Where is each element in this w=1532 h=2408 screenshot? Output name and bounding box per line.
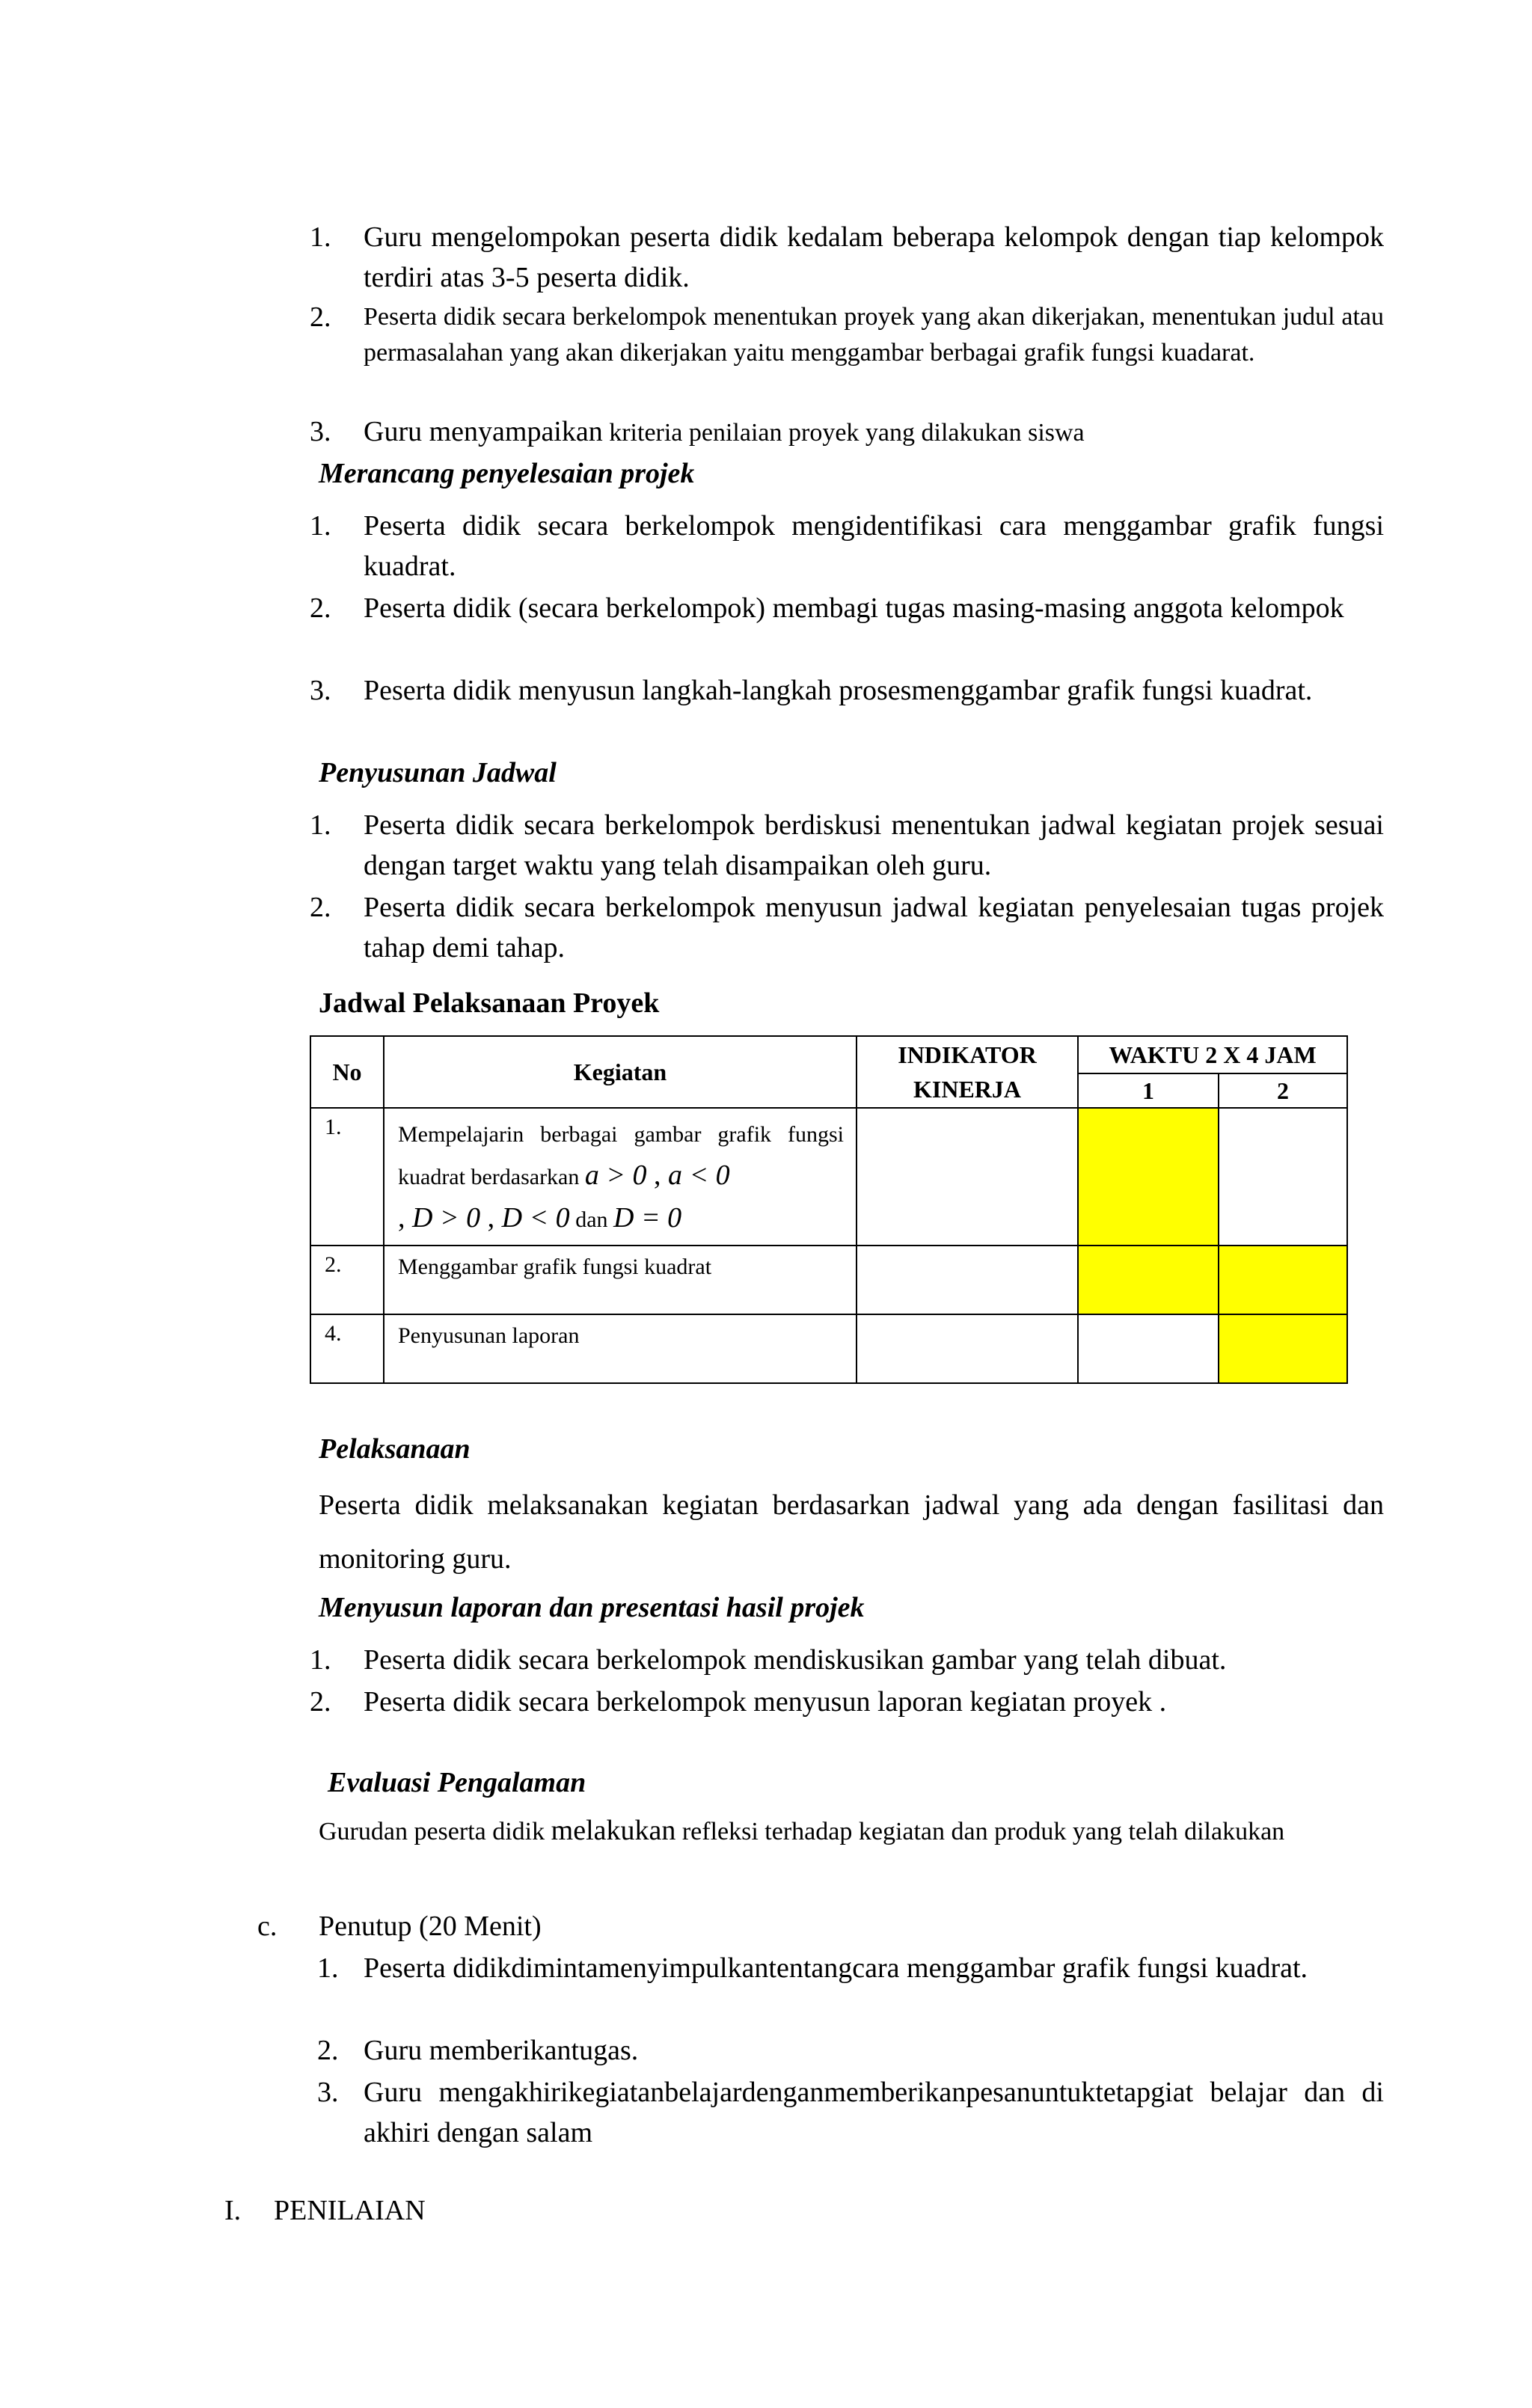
list-item bbox=[310, 1640, 1384, 1682]
math-sep: , bbox=[646, 1159, 669, 1191]
header-waktu-2: 2 bbox=[1219, 1073, 1347, 1108]
cell-no: 4. bbox=[310, 1314, 384, 1383]
section-title-laporan: Menyusun laporan dan presentasi hasil projek bbox=[319, 1592, 865, 1623]
list-item bbox=[310, 413, 1384, 452]
header-indikator: INDIKATOR KINERJA bbox=[857, 1036, 1078, 1108]
cell-waktu-2-filled bbox=[1219, 1314, 1347, 1383]
list-item bbox=[310, 588, 1384, 670]
list-text: Peserta didik secara berkelompok berdiskusi menentukan jadwal kegiatan projek sesuai dengan target waktu yang telah disampaikan oleh guru. bbox=[364, 809, 1384, 881]
section-title-merancang: Merancang penyelesaian projek bbox=[319, 458, 695, 489]
list-number: 3. bbox=[310, 675, 331, 706]
kegiatan-text: dan bbox=[569, 1207, 614, 1232]
cell-waktu-1-filled bbox=[1078, 1246, 1219, 1314]
math-expr: D > 0 bbox=[412, 1202, 481, 1234]
header-kegiatan: Kegiatan bbox=[384, 1036, 857, 1108]
penilaian-title: PENILAIAN bbox=[274, 2195, 426, 2226]
list-number: 1. bbox=[310, 1644, 331, 1676]
cell-indikator bbox=[857, 1314, 1078, 1383]
list-number: 2. bbox=[310, 592, 331, 624]
penutup-label: c. bbox=[257, 1911, 278, 1942]
cell-kegiatan: Penyusunan laporan bbox=[384, 1314, 857, 1383]
list-item bbox=[310, 217, 1384, 299]
math-expr: a < 0 bbox=[668, 1159, 730, 1191]
math-sep: , bbox=[480, 1202, 502, 1234]
cell-waktu-2-filled bbox=[1219, 1246, 1347, 1314]
math-expr: D = 0 bbox=[613, 1202, 682, 1234]
section-title-pelaksanaan: Pelaksanaan bbox=[319, 1433, 471, 1465]
cell-no: 2. bbox=[310, 1246, 384, 1314]
table-row bbox=[310, 1246, 1347, 1314]
kegiatan-text: Mempelajarin berbagai gambar grafik fungsi kuadrat berdasarkan bbox=[398, 1122, 844, 1189]
header-waktu-1: 1 bbox=[1078, 1073, 1219, 1108]
cell-indikator bbox=[857, 1108, 1078, 1246]
cell-kegiatan bbox=[384, 1108, 857, 1246]
list-item bbox=[317, 2030, 1384, 2072]
list-item bbox=[310, 506, 1384, 588]
list-text: Peserta didik (secara berkelompok) membagi tugas masing-masing anggota kelompok bbox=[364, 592, 1344, 624]
list-text: Peserta didik secara berkelompok menentukan proyek yang akan dikerjakan, menentukan judul atau permasalahan yang akan dikerjakan yaitu menggambar berbagai grafik fungsi kuadarat. bbox=[364, 303, 1384, 367]
cell-no: 1. bbox=[310, 1108, 384, 1246]
list-number: 3. bbox=[317, 2077, 339, 2108]
table-row bbox=[310, 1314, 1347, 1383]
list-text-part: Guru menyampaikan bbox=[364, 416, 603, 447]
list-text bbox=[364, 413, 1384, 452]
cell-waktu-1-empty bbox=[1078, 1314, 1219, 1383]
section-title-evaluasi: Evaluasi Pengalaman bbox=[328, 1767, 586, 1798]
schedule-table bbox=[310, 1035, 1348, 1384]
list-text: Peserta didik menyusun langkah-langkah prosesmenggambar grafik fungsi kuadrat. bbox=[364, 675, 1313, 706]
header-waktu: WAKTU 2 X 4 JAM bbox=[1078, 1036, 1347, 1073]
list-item bbox=[317, 2072, 1384, 2154]
penutup-title: Penutup (20 Menit) bbox=[319, 1911, 542, 1942]
list-item bbox=[310, 887, 1384, 969]
section-title-jadwal: Penyusunan Jadwal bbox=[319, 757, 557, 788]
list-text: Peserta didik secara berkelompok mengidentifikasi cara menggambar grafik fungsi kuadrat. bbox=[364, 510, 1384, 582]
list-text-part: kriteria penilaian proyek yang dilakukan siswa bbox=[602, 419, 1085, 447]
table-title: Jadwal Pelaksanaan Proyek bbox=[319, 987, 660, 1019]
list-text: Guru memberikantugas. bbox=[364, 2035, 639, 2066]
list-text: Peserta didik secara berkelompok menyusun jadwal kegiatan penyelesaian tugas projek tahap demi tahap. bbox=[364, 892, 1384, 963]
math-expr: D < 0 bbox=[501, 1202, 570, 1234]
math-expr: a > 0 bbox=[584, 1159, 647, 1191]
list-text: Peserta didik secara berkelompok menyusun laporan kegiatan proyek . bbox=[364, 1686, 1167, 1718]
list-text: Peserta didik secara berkelompok mendiskusikan gambar yang telah dibuat. bbox=[364, 1644, 1227, 1676]
cell-waktu-1-filled bbox=[1078, 1108, 1219, 1246]
evaluasi-text bbox=[319, 1806, 1384, 1857]
math-sep: , bbox=[398, 1202, 412, 1234]
list-number: 2. bbox=[310, 1686, 331, 1718]
list-text: Guru mengakhirikegiatanbelajardenganmemberikanpesanuntuktetapgiat belajar dan di akhiri dengan salam bbox=[364, 2077, 1384, 2148]
list-number: 1. bbox=[317, 1952, 339, 1984]
cell-indikator bbox=[857, 1246, 1078, 1314]
pelaksanaan-text: Peserta didik melaksanakan kegiatan berdasarkan jadwal yang ada dengan fasilitasi dan monitoring guru. bbox=[319, 1489, 1384, 1575]
evaluasi-text-part: melakukan bbox=[551, 1815, 676, 1846]
list-text: Guru mengelompokan peserta didik kedalam beberapa kelompok dengan tiap kelompok terdiri atas 3-5 peserta didik. bbox=[364, 221, 1384, 293]
list-number: 1. bbox=[310, 221, 331, 253]
list-item bbox=[310, 299, 1384, 411]
penilaian-number: I. bbox=[224, 2195, 242, 2226]
list-number: 2. bbox=[317, 2035, 339, 2066]
table-row bbox=[310, 1108, 1347, 1246]
list-number: 1. bbox=[310, 809, 331, 841]
list-number: 1. bbox=[310, 510, 331, 542]
list-item bbox=[310, 805, 1384, 887]
evaluasi-text-part: refleksi terhadap kegiatan dan produk yang telah dilakukan bbox=[675, 1818, 1285, 1845]
list-item bbox=[310, 1682, 1384, 1724]
cell-waktu-2-empty bbox=[1219, 1108, 1347, 1246]
list-number: 2. bbox=[310, 301, 331, 333]
list-number: 3. bbox=[310, 416, 331, 447]
list-item bbox=[317, 1948, 1384, 2030]
list-text: Peserta didikdimintamenyimpulkantentangcara menggambar grafik fungsi kuadrat. bbox=[364, 1952, 1308, 1984]
list-number: 2. bbox=[310, 892, 331, 923]
list-item bbox=[310, 670, 1384, 753]
cell-kegiatan: Menggambar grafik fungsi kuadrat bbox=[384, 1246, 857, 1314]
header-no: No bbox=[310, 1036, 384, 1108]
evaluasi-text-part: Gurudan peserta didik bbox=[319, 1818, 551, 1845]
